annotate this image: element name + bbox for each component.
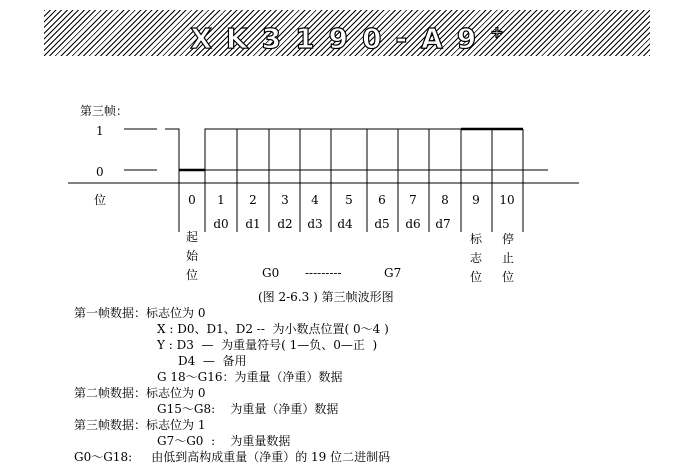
desc-line-g15-g8: G15～G8: 为重量（净重）数据 [157, 402, 339, 416]
data-bit-3: d3 [307, 217, 323, 231]
bit-header-label: 位 [94, 193, 107, 207]
desc-line-g18-g16: G 18～G16：为重量（净重）数据 [157, 370, 343, 384]
stop-bit-label: 停 止 位 [502, 232, 515, 284]
model-superscript: + [490, 22, 504, 42]
data-bit-1: d1 [245, 217, 261, 231]
level-low-label: 0 [96, 165, 104, 179]
desc-line-x: X : D0、D1、D2 -- 为小数点位置( 0～4 ) [157, 322, 389, 336]
desc-line-g0-g18: G0～G18: 由低到高构成重量（净重）的 19 位二进制码 [74, 450, 391, 464]
desc-line-frame1: 第一帧数据：标志位为 0 [74, 306, 206, 320]
desc-line-g7-g0: G7～G0 : 为重量数据 [157, 434, 291, 448]
group-start-label: G0 [262, 266, 280, 280]
data-bit-7: d7 [435, 217, 451, 231]
figure-caption: (图 2-6.3 ) 第三帧波形图 [258, 290, 394, 304]
model-name: XK3190-A9 [190, 22, 491, 55]
group-range-dashes: --------- [305, 266, 342, 280]
bit-number-9: 9 [472, 193, 480, 207]
level-high-label: 1 [96, 124, 104, 138]
bit-number-5: 5 [345, 193, 353, 207]
frame-label: 第三帧： [80, 104, 129, 118]
bit-number-1: 1 [217, 193, 225, 207]
bit-number-2: 2 [249, 193, 257, 207]
data-bit-2: d2 [277, 217, 293, 231]
desc-line-d4: D4 — 备用 [178, 354, 247, 368]
idle-waveform [165, 129, 179, 170]
desc-line-frame3: 第三帧数据：标志位为 1 [74, 418, 206, 432]
data-bits-level [205, 129, 461, 183]
data-bit-0: d0 [213, 217, 229, 231]
bit-number-4: 4 [311, 193, 319, 207]
bit-number-0: 0 [188, 193, 196, 207]
data-bit-6: d6 [405, 217, 421, 231]
bit-number-10: 10 [499, 193, 515, 207]
bit-number-3: 3 [281, 193, 289, 207]
desc-line-frame2: 第二帧数据：标志位为 0 [74, 386, 206, 400]
bit-number-7: 7 [409, 193, 417, 207]
group-end-label: G7 [384, 266, 402, 280]
data-bit-4: d4 [337, 217, 353, 231]
flag-bit-label: 标 志 位 [470, 232, 483, 284]
start-bit-label: 起 始 位 [186, 230, 199, 282]
bit-number-6: 6 [378, 193, 386, 207]
data-bit-5: d5 [374, 217, 390, 231]
desc-line-y: Y : D3 — 为重量符号( 1—负、0—正 ) [157, 338, 378, 352]
bit-number-8: 8 [441, 193, 449, 207]
